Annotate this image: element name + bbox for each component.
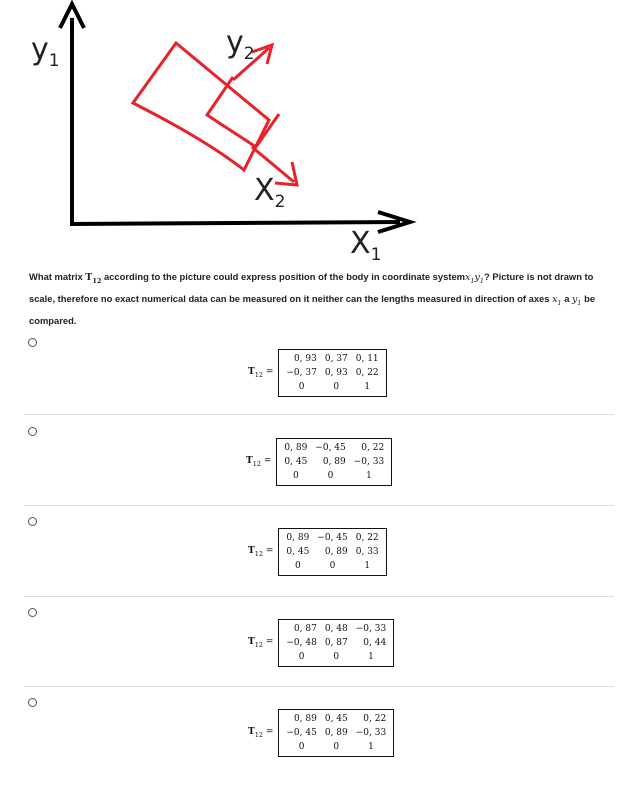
matrix-cell: 1 [366, 470, 372, 481]
matrix-T-sub: 12 [254, 640, 263, 649]
question-y1-sub: 1 [479, 276, 485, 285]
option-separator [24, 414, 614, 415]
matrix-cell: 0, 93 [324, 367, 348, 378]
matrix-cell: 1 [364, 381, 371, 392]
matrix-T: T [248, 727, 255, 738]
y1-label-sub: 1 [48, 51, 60, 71]
x1-label [350, 226, 382, 265]
question-x1-sub: 1 [470, 276, 475, 285]
body [133, 43, 297, 185]
matrix-lhs [248, 637, 273, 649]
radio-button[interactable] [28, 338, 37, 347]
matrix-equation [248, 619, 394, 667]
matrix-cell: 0 [333, 381, 340, 392]
matrix-row [280, 469, 388, 483]
matrix-cell: −0, 33 [355, 727, 387, 738]
matrix-equation [248, 349, 387, 397]
x1-label-letter: X [350, 226, 371, 261]
matrix-table [282, 622, 390, 664]
matrix-cell: 0, 37 [324, 353, 348, 364]
x2-label-sub: 2 [274, 192, 286, 212]
matrix-row [282, 650, 390, 664]
question-x1-letter: x [465, 272, 471, 283]
matrix-brackets [278, 528, 386, 576]
matrix-equation [246, 438, 392, 486]
question-x1 [465, 272, 475, 283]
matrix-cell: 0 [333, 651, 340, 662]
matrix-cell: 0, 44 [363, 637, 387, 648]
matrix-cell: 1 [364, 560, 371, 571]
matrix-cell: 0, 89 [286, 532, 310, 543]
option-separator [24, 686, 614, 687]
radio-button[interactable] [28, 427, 37, 436]
matrix-lhs [248, 727, 273, 739]
matrix-cell: 0 [298, 651, 305, 662]
y1-label-letter: y [31, 32, 49, 67]
matrix-cell: −0, 45 [286, 727, 317, 738]
matrix-row [282, 559, 382, 573]
y2-label [226, 25, 255, 64]
question-y1 [475, 272, 485, 283]
matrix-cell: 1 [368, 741, 374, 752]
body-inner-frame [207, 77, 279, 147]
matrix-row [280, 441, 388, 455]
coordinate-figure [0, 0, 622, 265]
figure-drawing [0, 0, 622, 265]
matrix-cell: 0, 89 [293, 713, 317, 724]
matrix-row [282, 740, 390, 754]
y2-label-sub: 2 [243, 44, 255, 64]
matrix-cell: 0, 93 [293, 353, 317, 364]
matrix-cell: 0, 22 [355, 367, 379, 378]
matrix-row [282, 380, 382, 394]
matrix-T-sub: 12 [254, 370, 263, 379]
matrix-lhs [248, 546, 273, 558]
matrix-lhs [248, 367, 273, 379]
question-part1: What matrix [29, 271, 86, 282]
matrix-T: T [248, 637, 255, 648]
question-x1b-sub: 1 [557, 298, 562, 307]
x2-label-letter: X [254, 173, 275, 208]
answer-option-5[interactable] [0, 698, 622, 790]
matrix-cell: 0, 45 [324, 713, 348, 724]
matrix-cell: 0, 48 [324, 623, 348, 634]
radio-button[interactable] [28, 517, 37, 526]
question-T: T [85, 272, 93, 283]
matrix-brackets [276, 438, 392, 486]
matrix-T: T [246, 456, 253, 467]
matrix-cell: 0 [333, 741, 340, 752]
matrix-cell: 0, 45 [284, 456, 308, 467]
answer-option-1[interactable] [0, 338, 622, 430]
matrix-table [282, 712, 390, 754]
matrix-row [282, 352, 382, 366]
matrix-cell: 0 [294, 560, 301, 571]
question-T-sub: 12 [92, 276, 102, 285]
x2-label [254, 173, 286, 212]
x1-label-sub: 1 [370, 245, 382, 265]
question-y1b [572, 294, 582, 305]
radio-button[interactable] [28, 698, 37, 707]
equals-sign: = [262, 546, 274, 557]
question-part3: ? Picture is not drawn to scale, therefore no exact numerical data can be measured on it neither can the lengths measured in direction of axes [29, 271, 594, 304]
question-x1b [552, 294, 562, 305]
matrix-cell: 0 [292, 470, 299, 481]
matrix-table [282, 352, 382, 394]
matrix-table [282, 531, 382, 573]
matrix-brackets [278, 619, 394, 667]
matrix-cell: 0, 45 [286, 546, 310, 557]
matrix-cell: 0 [327, 470, 334, 481]
matrix-cell: 0, 89 [324, 727, 348, 738]
matrix-row [282, 366, 382, 380]
matrix-cell: −0, 33 [353, 456, 385, 467]
radio-button[interactable] [28, 608, 37, 617]
matrix-T-sub: 12 [254, 730, 263, 739]
matrix-row [282, 636, 390, 650]
matrix-brackets [278, 709, 394, 757]
matrix-cell: 0, 33 [355, 546, 379, 557]
x1-axis-line [70, 222, 400, 224]
matrix-T: T [248, 546, 255, 557]
matrix-cell: 0, 22 [355, 532, 379, 543]
matrix-T-sub: 12 [252, 459, 261, 468]
matrix-cell: 0, 11 [355, 353, 379, 364]
matrix-cell: 1 [368, 651, 374, 662]
question-part4: a [561, 292, 573, 304]
matrix-cell: 0, 89 [322, 456, 346, 467]
matrix-row [282, 726, 390, 740]
matrix-cell: 0, 89 [324, 546, 348, 557]
matrix-T-sub: 12 [254, 549, 263, 558]
question-y1-letter: y [474, 272, 480, 283]
y2-label-letter: y [226, 25, 244, 60]
matrix-row [282, 545, 382, 559]
y1-label [31, 32, 60, 71]
question-y1b-sub: 1 [577, 298, 582, 307]
matrix-lhs [246, 456, 271, 468]
question-y1b-letter: y [572, 293, 578, 305]
question-part2: according to the picture could express position of the body in coordinate system [101, 271, 465, 282]
matrix-T: T [248, 367, 255, 378]
equals-sign: = [262, 367, 274, 378]
matrix-cell: 0 [329, 560, 336, 571]
question-matrix-symbol [85, 272, 101, 283]
matrix-cell: −0, 45 [317, 532, 348, 543]
matrix-table [280, 441, 388, 483]
equals-sign: = [262, 727, 274, 738]
option-separator [24, 505, 614, 506]
matrix-equation [248, 528, 387, 576]
matrix-equation [248, 709, 394, 757]
question-x1b-letter: x [552, 293, 558, 305]
equals-sign: = [262, 637, 274, 648]
matrix-cell: 0, 22 [363, 713, 387, 724]
matrix-cell: −0, 33 [355, 623, 387, 634]
matrix-cell: 0 [298, 381, 305, 392]
question-text [29, 268, 615, 329]
matrix-brackets [278, 349, 386, 397]
question-part5: be compared. [29, 292, 596, 326]
matrix-row [282, 622, 390, 636]
matrix-cell: 0 [298, 741, 305, 752]
matrix-row [280, 455, 388, 469]
matrix-cell: −0, 45 [315, 442, 346, 453]
matrix-row [282, 531, 382, 545]
matrix-cell: −0, 48 [286, 637, 317, 648]
matrix-cell: −0, 37 [286, 367, 317, 378]
matrix-cell: 0, 87 [293, 623, 317, 634]
matrix-cell: 0, 87 [324, 637, 348, 648]
equals-sign: = [260, 456, 272, 467]
option-separator [24, 596, 614, 597]
matrix-cell: 0, 89 [284, 442, 308, 453]
matrix-cell: 0, 22 [361, 442, 385, 453]
matrix-row [282, 712, 390, 726]
